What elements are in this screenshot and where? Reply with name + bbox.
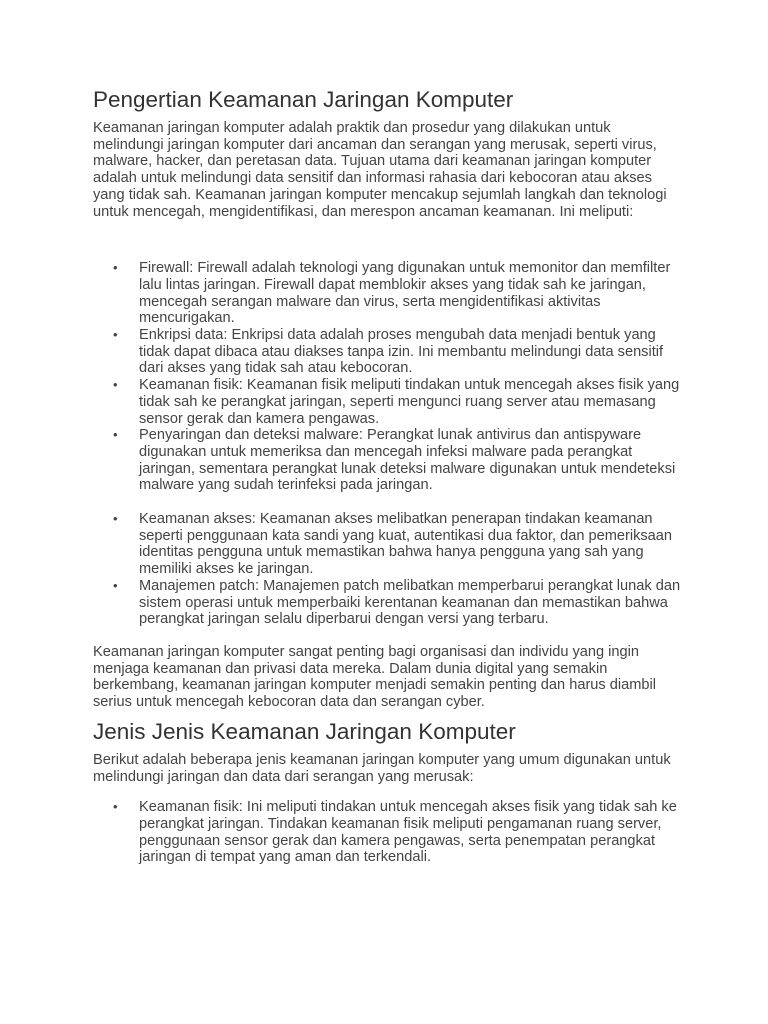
list-item: • Firewall: Firewall adalah teknologi yang digunakan untuk memonitor dan memfilter lalu lintas jaringan. Firewall dapat memblokir akses yang tidak sah ke jaringan, mencegah serangan malware dan virus, serta mengidentifikasi aktivitas mencurigakan.: [113, 260, 671, 327]
section-title-pengertian: Pengertian Keamanan Jaringan Komputer: [93, 87, 514, 112]
security-types-list: [93, 799, 683, 866]
bullet-icon: •: [113, 327, 118, 343]
list-item: • Manajemen patch: Manajemen patch melibatkan memperbarui perangkat lunak dan sistem operasi untuk memperbaiki kerentanan keamanan dan memastikan bahwa perangkat jaringan selalu diperbarui dengan versi yang terbaru.: [113, 577, 681, 628]
list-item: • Penyaringan dan deteksi malware: Perangkat lunak antivirus dan antispyware digunakan untuk memeriksa dan mencegah infeksi malware pada perangkat jaringan, sementara perangkat lunak deteksi malware digunakan untuk mendeteksi malware yang sudah terinfeksi pada jaringan.: [113, 427, 676, 494]
section-title-jenis: Jenis Jenis Keamanan Jaringan Komputer: [93, 718, 516, 744]
bullet-icon: •: [113, 377, 118, 393]
security-measures-list-a: [93, 260, 683, 494]
intro-paragraph: Keamanan jaringan komputer adalah praktik dan prosedur yang dilakukan untuk melindungi jaringan komputer dari ancaman dan serangan yang merusak, seperti virus, malware, hacker, dan peretasan data. Tujuan utama dari keamanan jaringan komputer adalah untuk melindungi data sensitif dan informasi rahasia dari kebocoran atau akses yang tidak sah. Keamanan jaringan komputer mencakup sejumlah langkah dan teknologi untuk mencegah, mengidentifikasi, dan merespon ancaman keamanan. Ini meliputi:: [93, 120, 667, 220]
bullet-icon: •: [113, 427, 118, 443]
list-item: • Enkripsi data: Enkripsi data adalah proses mengubah data menjadi bentuk yang tidak dapat dibaca atau diakses tanpa izin. Ini membantu melindungi data sensitif dari akses yang tidak sah atau kebocoran.: [113, 327, 664, 377]
bullet-icon: •: [113, 260, 118, 276]
security-measures-list-b: [93, 511, 683, 628]
closing-paragraph: Keamanan jaringan komputer sangat penting bagi organisasi dan individu yang ingin menjaga keamanan dan privasi data mereka. Dalam dunia digital yang semakin berkembang, keamanan jaringan komputer menjadi semakin penting dan harus diambil serius untuk mencegah kebocoran data dan serangan cyber.: [93, 643, 656, 711]
bullet-icon: •: [113, 799, 118, 815]
document-page: [93, 86, 683, 866]
section2-intro-paragraph: Berikut adalah beberapa jenis keamanan jaringan komputer yang umum digunakan untuk melindungi jaringan dan data dari serangan yang merusak:: [93, 751, 671, 785]
bullet-icon: •: [113, 577, 118, 593]
list-item: • Keamanan fisik: Keamanan fisik meliputi tindakan untuk mencegah akses fisik yang tidak sah ke perangkat jaringan, seperti mengunci ruang server atau memasang sensor gerak dan kamera pengawas.: [113, 377, 680, 427]
bullet-icon: •: [113, 511, 118, 527]
list-item: • Keamanan akses: Keamanan akses melibatkan penerapan tindakan keamanan seperti penggunaan kata sandi yang kuat, autentikasi dua faktor, dan pemeriksaan identitas pengguna untuk memastikan bahwa hanya pengguna yang sah yang memiliki akses ke jaringan.: [113, 511, 673, 578]
list-item: • Keamanan fisik: Ini meliputi tindakan untuk mencegah akses fisik yang tidak sah ke perangkat jaringan. Tindakan keamanan fisik meliputi pengamanan ruang server, penggunaan sensor gerak dan kamera pengawas, serta penempatan perangkat jaringan di tempat yang aman dan terkendali.: [113, 799, 677, 866]
